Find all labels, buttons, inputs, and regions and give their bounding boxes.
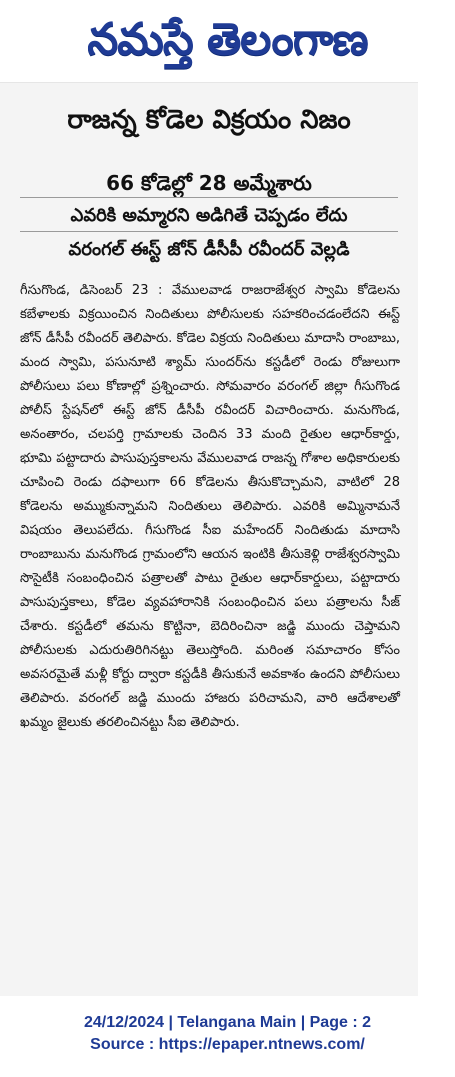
subheadline-divider-2 [20, 231, 398, 232]
newspaper-logo: నమస్తే తెలంగాణ [87, 14, 368, 65]
subheadline-3: వరంగల్ ఈస్ట్ జోన్ డీసీపీ రవీందర్ వెల్లడి [68, 239, 350, 260]
article-paragraph: గీసుగొండ, డిసెంబర్ 23 : వేములవాడ రాజరాజేశ్వర స్వామి కోడెలను కబేళాలకు విక్రయించిన నిందితులు పోలీసులకు సహకరించడంలేదని ఈస్ట్ జోన్ డీసీపీ రవీందర్ తెలిపారు. కోడెల విక్రయ నిందితులు మాదాసి రాంబాబు, మంద స్వామి, పసునూటి శ్యామ్ సుందర్‌ను కస్టడీలో రెండు రోజులుగా పోలీసులు పలు కోణాల్లో ప్రశ్నించారు. సోమవారం వరంగల్ జిల్లా గీసుగొండ పోలీస్ స్టేషన్‌లో ఈస్ట్ జోన్ డీసీపీ రవీందర్ విచారించారు. మనుగొండ, అనంతారం, చలపర్తి గ్రామాలకు చెందిన 33 మంది రైతుల ఆధార్‌కార్డు, భూమి పట్టాదారు పాసుపుస్తకాలను వేములవాడ రాజన్న గోశాల అధికారులకు చూపించి రెండు దఫాలుగా 66 కోడెలను తీసుకొచ్చామని, వాటిలో 28 కోడెలను అమ్ముకున్నామని నిందితులు తెలిపారు. ఎవరికి అమ్మినామనే విషయం తెలుపలేదు. గీసుగొండ సీఐ మహేందర్ నిందితుడు మాదాసి రాంబాబును మనుగొండ గ్రామంలోని ఆయన ఇంటికి తీసుకెళ్లి రాజేశ్వరస్వామి సొసైటీకి సంబంధించిన పత్రాలతో పాటు రైతుల ఆధార్‌కార్డులు, పట్టాదారు పాసుపుస్తకాలు, కోడెల వ్యవహారానికి సంబంధించిన పలు పత్రాలను సీజ్ చేశారు. కస్టడీలో తమను కొట్టినా, బెదిరించినా జడ్జి ముందు చెప్తామని పోలీసులకు ఎదురుతిరిగినట్టు తెలుస్తోంది. మరింత సమాచారం కోసం అవసరమైతే మళ్లీ కోర్టు ద్వారా కస్టడీకి తీసుకునే అవకాశం ఉందని పోలీసులు తెలిపారు. వరంగల్ జడ్జి ముందు హాజరు పరిచామని, వారి ఆదేశాలతో ఖమ్మం జైలుకు తరలించినట్టు సీఐ తెలిపారు. [20, 283, 400, 730]
article-headline: రాజన్న కోడెల విక్రయం నిజం [67, 105, 351, 135]
footer-date-page: 24/12/2024 | Telangana Main | Page : 2 [83, 1014, 371, 1031]
article-body [20, 279, 400, 735]
footer-source: Source : https://epaper.ntnews.com/ [90, 1036, 365, 1053]
masthead [0, 0, 455, 80]
news-clipping [0, 82, 418, 996]
subheadline-2: ఎవరికి అమ్మారని అడిగితే చెప్పడం లేదు [70, 205, 348, 226]
subheadline-divider-1 [20, 197, 398, 198]
subheadline-1: 66 కోడెల్లో 28 అమ్మేశారు [106, 171, 312, 195]
